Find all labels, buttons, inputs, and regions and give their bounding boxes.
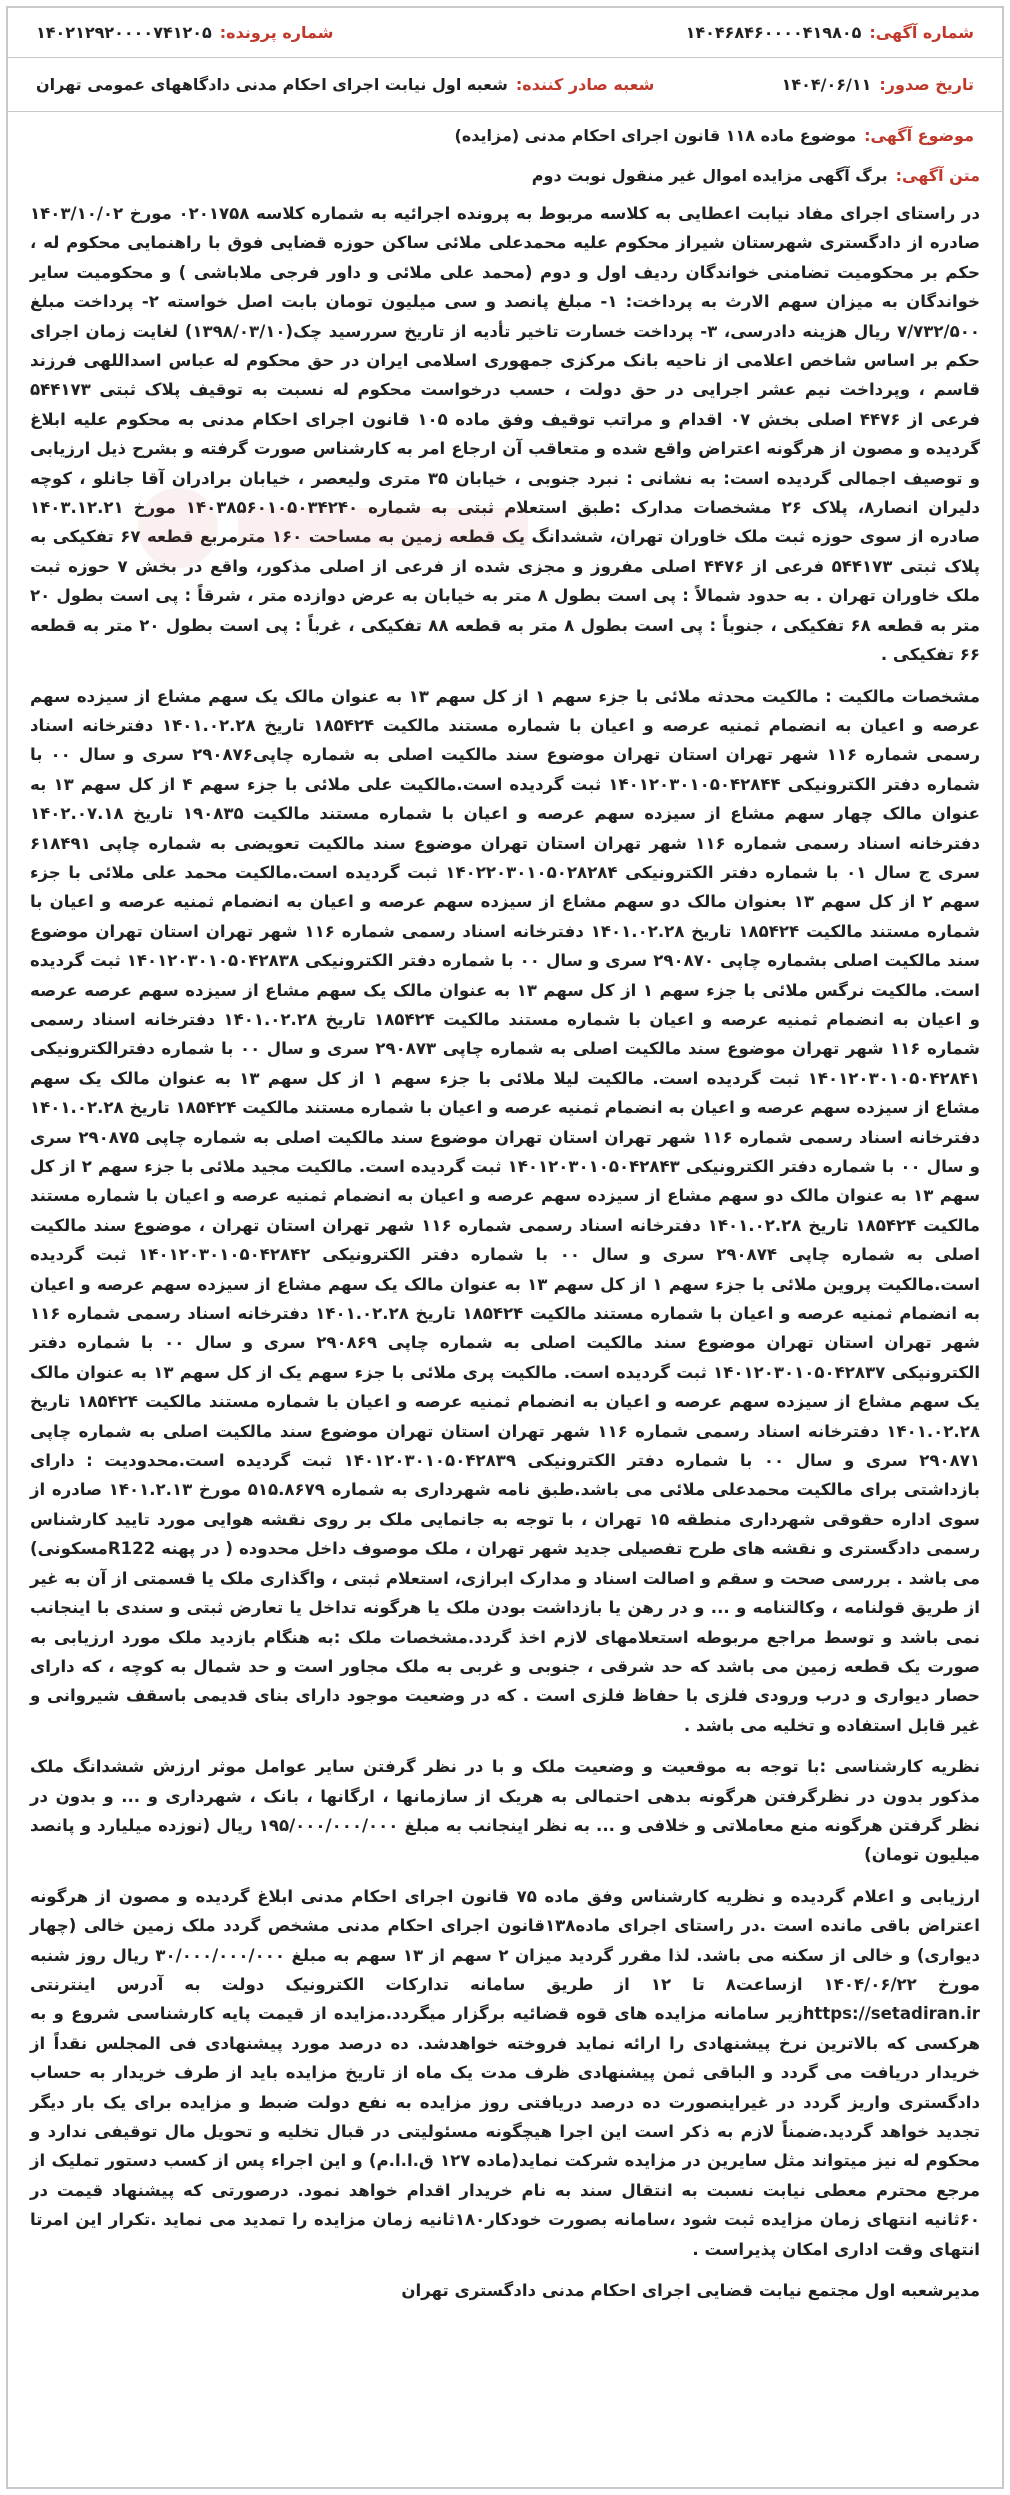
body-label: متن آگهی: bbox=[895, 166, 980, 185]
paragraph-case-details: در راستای اجرای مفاد نیابت اعطایی به کلاسه مربوط به پرونده اجرائیه به شماره کلاسه ۰۲۰۱۷۵۸ مورخ ۱۴۰۳/۱۰/۰۲ صادره از دادگستری شهرستان شیراز محکوم علیه محمدعلی ملائی ساکن حوزه قضایی فوق با راهنمایی محکوم له ، حکم بر محکومیت تضامنی خواندگان ردیف اول و دوم (محمد علی ملائی و داور فرجی ملاباشی ) و محکومیت سایر خواندگان به میزان سهم الارث به پرداخت: ۱- مبلغ پانصد و سی میلیون تومان بابت اصل خواسته ۲- پرداخت مبلغ ۷/۷۳۲/۵۰۰ ریال هزینه دادرسی، ۳- پرداخت خسارت تاخیر تأدیه از تاریخ سررسید چک(۱۳۹۸/۰۳/۱۰) لغایت زمان اجرای حکم بر اساس شاخص اعلامی از ناحیه بانک مرکزی جمهوری اسلامی ایران در حق محکوم له عباس اسداللهی فرزند قاسم ، وپرداخت نیم عشر اجرایی در حق دولت ، حسب درخواست محکوم له نسبت به توقیف پلاک ثبتی ۵۴۴۱۷۳ فرعی از ۴۴۷۶ اصلی بخش ۰۷ اقدام و مراتب توقیف وفق ماده ۱۰۵ قانون اجرای احکام مدنی به محکوم علیه ابلاغ گردیده و مصون از هرگونه اعتراض واقع شده و متعاقب آن ارجاع امر به کارشناس صورت گرفته و بشرح ذیل ارزیابی و توصیف اجمالی گردیده است: به نشانی : نبرد جنوبی ، خیابان ۳۵ متری ولیعصر ، خیابان برادران آقا جانلو ، کوچه دلیران انصار۸، پلاک ۲۶ مشخصات مدارک :طبق استعلام ثبتی به شماره ۱۴۰۳۸۵۶۰۱۰۵۰۳۴۲۴۰ مورخ ۱۴۰۳.۱۲.۲۱ صادره از سوی حوزه ثبت ملک خاوران تهران، ششدانگ یک قطعه زمین به مساحت ۱۶۰ مترمربع قطعه ۶۷ تفکیکی به پلاک ثبتی ۵۴۴۱۷۳ فرعی از ۴۴۷۶ اصلی مفروز و مجزی شده از فرعی از اصلی مذکور، واقع در بخش ۷ حوزه ثبت ملک خاوران تهران . به حدود شمالاً : پی است بطول ۸ متر به خیابان به عرض دوازده متر ، شرقاً : پی است بطول ۲۰ متر به قطعه ۶۸ تفکیکی ، جنوباً : پی است بطول ۸ متر به قطعه ۸۸ تفکیکی ، غرباً : پی است بطول ۲۰ متر به قطعه ۶۶ تفکیکی . bbox=[30, 204, 981, 665]
body-title: برگ آگهی مزایده اموال غیر منقول نوبت دوم bbox=[531, 166, 888, 185]
body-title-line bbox=[30, 166, 980, 185]
subject bbox=[8, 112, 1002, 166]
case-number-value: ۱۴۰۲۱۲۹۲۰۰۰۰۷۴۱۲۰۵ bbox=[36, 23, 212, 42]
case-number bbox=[36, 23, 333, 42]
ad-number bbox=[686, 23, 974, 42]
ad-number-label: شماره آگهی: bbox=[869, 23, 974, 42]
issuer-value: شعبه اول نیابت اجرای احکام مدنی دادگاههای عمومی تهران bbox=[36, 75, 508, 94]
notice-body bbox=[8, 166, 1002, 2305]
paragraph-ownership: مشخصات مالکیت : مالکیت محدثه ملائی با جزء سهم ۱ از کل سهم ۱۳ به عنوان مالک یک سهم مشاع از سیزده سهم عرصه و اعیان به انضمام ثمنیه عرصه و اعیان با شماره مستند مالکیت ۱۸۵۴۲۴ تاریخ ۱۴۰۱.۰۲.۲۸ دفترخانه اسناد رسمی شماره ۱۱۶ شهر تهران استان تهران موضوع سند مالکیت اصلی به شماره چاپی۲۹۰۸۷۶ سری و سال ۰۰ با شماره دفتر الکترونیکی ۱۴۰۱۲۰۳۰۱۰۵۰۴۲۸۴۴ ثبت گردیده است.مالکیت علی ملائی با جزء سهم ۴ از کل سهم ۱۳ به عنوان مالک چهار سهم مشاع از سیزده سهم عرصه و اعیان با شماره مستند مالکیت ۱۹۰۸۳۵ تاریخ ۱۴۰۲.۰۷.۱۸ دفترخانه اسناد رسمی شماره ۱۱۶ شهر تهران استان تهران موضوع سند مالکیت تعویضی به شماره چاپی ۶۱۸۴۹۱ سری ج سال ۰۱ با شماره دفتر الکترونیکی ۱۴۰۲۲۰۳۰۱۰۵۰۲۸۲۸۴ ثبت گردیده است.مالکیت محمد علی ملائی با جزء سهم ۲ از کل سهم ۱۳ بعنوان مالک دو سهم مشاع از سیزده سهم عرصه و اعیان به انضمام ثمنیه عرصه و اعیان با شماره مستند مالکیت ۱۸۵۴۲۴ تاریخ ۱۴۰۱.۰۲.۲۸ دفترخانه اسناد رسمی شماره ۱۱۶ شهر تهران استان تهران موضوع سند مالکیت اصلی بشماره چاپی ۲۹۰۸۷۰ سری و سال ۰۰ با شماره دفتر الکترونیکی ۱۴۰۱۲۰۳۰۱۰۵۰۴۲۸۳۸ ثبت گردیده است. مالکیت نرگس ملائی با جزء سهم ۱ از کل سهم ۱۳ به عنوان مالک یک سهم مشاع از سیزده سهم عرصه عرصه و اعیان به انضمام ثمنیه عرصه و اعیان با شماره مستند مالکیت ۱۸۵۴۲۴ تاریخ ۱۴۰۱.۰۲.۲۸ دفترخانه اسناد رسمی شماره ۱۱۶ شهر تهران موضوع سند مالکیت اصلی به شماره چاپی ۲۹۰۸۷۳ سری و سال ۰۰ با شماره دفترالکترونیکی ۱۴۰۱۲۰۳۰۱۰۵۰۴۲۸۴۱ ثبت گردیده است. مالکیت لیلا ملائی با جزء سهم ۱ از کل سهم ۱۳ به عنوان مالک یک سهم مشاع از سیزده سهم عرصه و اعیان به انضمام ثمنیه عرصه و اعیان با شماره مستند مالکیت ۱۸۵۴۲۴ تاریخ ۱۴۰۱.۰۲.۲۸ دفترخانه اسناد رسمی شماره ۱۱۶ شهر تهران استان تهران موضوع سند مالکیت اصلی به شماره چاپی ۲۹۰۸۷۵ سری و سال ۰۰ با شماره دفتر الکترونیکی ۱۴۰۱۲۰۳۰۱۰۵۰۴۲۸۴۳ ثبت گردیده است. مالکیت مجید ملائی با جزء سهم ۲ از کل سهم ۱۳ به عنوان مالک دو سهم مشاع از سیزده سهم عرصه و اعیان به انضمام ثمنیه عرصه و اعیان با شماره مستند مالکیت ۱۸۵۴۲۴ تاریخ ۱۴۰۱.۰۲.۲۸ دفترخانه اسناد رسمی شماره ۱۱۶ شهر تهران استان تهران ، موضوع سند مالکیت اصلی به شماره چاپی ۲۹۰۸۷۴ سری و سال ۰۰ با شماره دفتر الکترونیکی ۱۴۰۱۲۰۳۰۱۰۵۰۴۲۸۴۲ ثبت گردیده است.مالکیت پروین ملائی با جزء سهم ۱ از کل سهم ۱۳ به عنوان مالک یک سهم مشاع از سیزده سهم عرصه و اعیان به انضمام ثمنیه عرصه و اعیان با شماره مستند مالکیت ۱۸۵۴۲۴ تاریخ ۱۴۰۱.۰۲.۲۸ دفترخانه اسناد رسمی شماره ۱۱۶ شهر تهران استان تهران موضوع سند مالکیت اصلی به شماره چاپی ۲۹۰۸۶۹ سری و سال ۰۰ با شماره دفتر الکترونیکی ۱۴۰۱۲۰۳۰۱۰۵۰۴۲۸۳۷ ثبت گردیده است. مالکیت پری ملائی با جزء سهم یک از کل سهم ۱۳ به عنوان مالک یک سهم مشاع از سیزده سهم عرصه و اعیان به انضمام ثمنیه عرصه و اعیان با شماره مستند مالکیت ۱۸۵۴۲۴ تاریخ ۱۴۰۱.۰۲.۲۸ دفترخانه اسناد رسمی شماره ۱۱۶ شهر تهران استان تهران موضوع سند مالکیت اصلی به شماره چاپی ۲۹۰۸۷۱ سری و سال ۰۰ با شماره دفتر الکترونیکی ۱۴۰۱۲۰۳۰۱۰۵۰۴۲۸۳۹ ثبت گردیده است.محدودیت : دارای بازداشتی برای مالکیت محمدعلی ملائی می باشد.طبق نامه شهرداری به شماره ۵۱۵.۸۶۷۹ مورخ ۱۴۰۱.۲.۱۳ صادره از سوی اداره حقوقی شهرداری منطقه ۱۵ تهران ، با توجه به جانمایی ملک بر روی نقشه هوایی مورد تایید کارشناس رسمی دادگستری و نقشه های طرح تفصیلی جدید شهر تهران ، ملک موصوف داخل محدوده ( در پهنه R122مسکونی) می باشد . بررسی صحت و سقم و اصالت اسناد و مدارک ابرازی، استعلام ثبتی ، واگذاری ملک یا قسمتی از آن به غیر از طریق قولنامه ، وکالتنامه و ... و در رهن یا بازداشت بودن ملک یا هرگونه تداخل یا تعارض ثبتی و سندی با اینجانب نمی باشد و توسط مراجع مربوطه استعلامهای لازم اخذ گردد.مشخصات ملک :به هنگام بازدید ملک مورد ارزیابی به صورت یک قطعه زمین می باشد که حد شرقی ، جنوبی و غربی به ملک مجاور است و حد شمال به کوچه ، که دارای حصار دیواری و درب ورودی فلزی با حفاظ فلزی است . که در وضعیت موجود دارای بنای قدیمی باسقف شیروانی و غیر قابل استفاده و تخلیه می باشد . bbox=[30, 686, 981, 1735]
issuer bbox=[36, 75, 654, 94]
issue-date-label: تاریخ صدور: bbox=[879, 75, 974, 94]
notice-document bbox=[6, 6, 1004, 2489]
paragraph-expert-opinion: نظریه کارشناسی :با توجه به موقعیت و وضعیت ملک و با در نظر گرفتن سایر عوامل موثر ارزش ششدانگ ملک مذکور بدون در نظرگرفتن هرگونه بدهی احتمالی به هریک از سازمانها ، ارگانها ، بانک ، شهرداری و ... و بدون در نظر گرفتن هرگونه منع معاملاتی و خلافی و ... به نظر اینجانب به مبلغ ۱۹۵/۰۰۰/۰۰۰/۰۰۰ ریال (نوزده میلیارد و پانصد میلیون تومان) bbox=[30, 1757, 980, 1865]
issue-date bbox=[782, 75, 974, 94]
header-row-numbers bbox=[8, 8, 1002, 58]
ad-number-value: ۱۴۰۴۶۸۴۶۰۰۰۰۴۱۹۸۰۵ bbox=[685, 23, 862, 42]
header-row-issuer bbox=[8, 58, 1002, 112]
issue-date-value: ۱۴۰۴/۰۶/۱۱ bbox=[781, 75, 872, 94]
case-number-label: شماره پرونده: bbox=[219, 23, 334, 42]
paragraph-auction-terms: ارزیابی و اعلام گردیده و نظریه کارشناس وفق ماده ۷۵ قانون اجرای احکام مدنی ابلاغ گردیده و مصون از هرگونه اعتراض باقی مانده است .در راستای اجرای ماده۱۳۸قانون اجرای احکام مدنی مشخص گردد ملک زمین خالی (چهار دیواری) و خالی از سکنه می باشد. لذا مقرر گردید میزان ۲ سهم از ۱۳ سهم به مبلغ ۳۰/۰۰۰/۰۰۰/۰۰۰ ریال روز شنبه مورخ ۱۴۰۴/۰۶/۲۲ ازساعت۸ تا ۱۲ از طریق سامانه تدارکات الکترونیک دولت به آدرس اینترنتی https://setadiran.irزیر سامانه مزایده های قوه قضائیه برگزار میگردد.مزایده از قیمت پایه کارشناسی شروع و به هرکسی که بالاترین نرخ پیشنهادی را ارائه نماید فروخته خواهدشد. ده درصد مورد پیشنهادی فی المجلس نقداً از خریدار دریافت می گردد و الباقی ثمن پیشنهادی ظرف مدت یک ماه از تاریخ مزایده باید از طرف خریدار به حساب دادگستری واریز گردد در غیراینصورت ده درصد دریافتی روز مزایده به نفع دولت ضبط و مزایده برای یک بار دیگر تجدید خواهد گردید.ضمناً لازم به ذکر است این اجرا هیچگونه مسئولیتی در قبال تخلیه و تحویل مال توقیفی ندارد و محکوم له نیز میتواند مثل سایرین در مزایده شرکت نماید(ماده ۱۲۷ ق.ا.ا.م) و این اجراء پس از کسب دستور تملیک از مرجع محترم معطی نیابت نسبت به انتقال سند به نام خریدار اقدام خواهد نمود. درصورتی که پیشنهاد قیمت در ۶۰ثانیه انتهای زمان مزایده ثبت شود ،سامانه بصورت خودکار۱۸۰ثانیه زمان مزایده را تمدید می نماید .تکرار این امرتا انتهای وقت اداری امکان پذیراست . bbox=[30, 1886, 981, 2259]
signature: مدیرشعبه اول مجتمع نیابت قضایی اجرای احکام مدنی دادگستری تهران bbox=[401, 2281, 980, 2301]
subject-label: موضوع آگهی: bbox=[864, 126, 974, 145]
issuer-label: شعبه صادر کننده: bbox=[515, 75, 655, 94]
subject-value: موضوع ماده ۱۱۸ قانون اجرای احکام مدنی (مزایده) bbox=[454, 126, 857, 145]
